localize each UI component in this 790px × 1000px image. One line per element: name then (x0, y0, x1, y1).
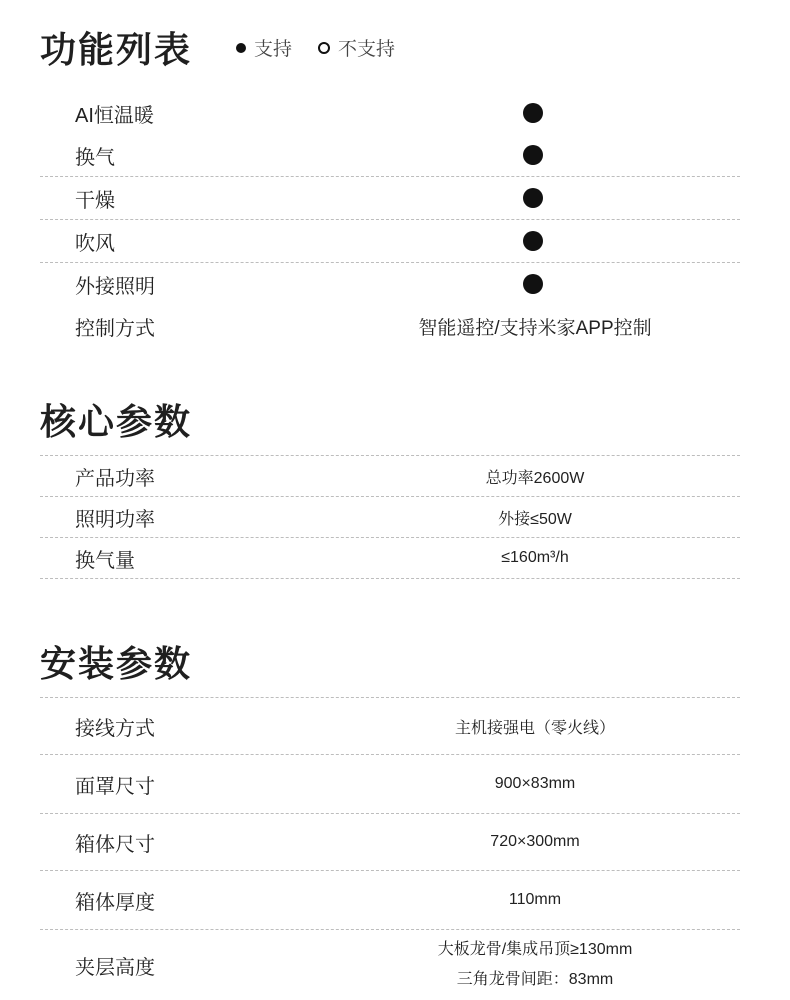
feature-row (40, 220, 740, 263)
param-label: 箱体厚度 (75, 891, 155, 914)
param-value: ≤160m³/h (501, 549, 569, 566)
param-value-multiline (250, 935, 790, 995)
control-value: 智能遥控/支持米家APP控制 (418, 317, 652, 339)
param-label: 产品功率 (75, 467, 155, 490)
filled-dot-icon (236, 43, 246, 53)
control-label: 控制方式 (75, 317, 155, 340)
param-value-line1: 大板龙骨/集成吊顶≥130mm (437, 941, 633, 958)
table-row (40, 871, 740, 930)
table-row (40, 697, 740, 755)
table-row (40, 930, 740, 1000)
supported-dot-icon (523, 274, 543, 294)
table-row (40, 814, 740, 871)
param-label: 照明功率 (75, 508, 155, 531)
param-value: 主机接强电（零火线） (454, 719, 615, 737)
core-title: 核心参数 (40, 401, 193, 442)
feature-label: 外接照明 (75, 275, 155, 298)
param-label: 箱体尺寸 (75, 833, 155, 856)
supported-dot-icon (523, 103, 543, 123)
feature-label: 换气 (75, 146, 115, 169)
features-title: 功能列表 (40, 29, 193, 70)
feature-row (40, 134, 740, 177)
legend-unsupported-label: 不支持 (338, 39, 396, 60)
param-value: 900×83mm (494, 775, 576, 792)
install-table (40, 697, 740, 1000)
supported-dot-icon (523, 145, 543, 165)
control-row (40, 305, 740, 347)
table-row (40, 538, 740, 579)
table-row (40, 455, 740, 497)
core-table (40, 455, 740, 579)
table-row (40, 497, 740, 538)
legend (236, 34, 395, 61)
param-label: 接线方式 (75, 717, 155, 740)
features-table (40, 92, 740, 347)
supported-dot-icon (523, 188, 543, 208)
table-row (40, 755, 740, 814)
param-label: 夹层高度 (75, 956, 155, 979)
param-value: 总功率2600W (485, 469, 585, 487)
feature-label: 干燥 (75, 189, 115, 212)
supported-dot-icon (523, 231, 543, 251)
param-label: 面罩尺寸 (75, 775, 155, 798)
feature-row (40, 177, 740, 220)
feature-row (40, 92, 740, 134)
feature-label: AI恒温暖 (75, 104, 154, 127)
param-value: 720×300mm (490, 833, 580, 850)
param-value-line2: 三角龙骨间距：83mm (456, 971, 614, 988)
feature-label: 吹风 (75, 232, 115, 255)
param-label: 换气量 (75, 549, 135, 572)
feature-row (40, 263, 740, 305)
param-value: 110mm (508, 891, 562, 908)
install-title: 安装参数 (40, 643, 193, 684)
legend-supported-label: 支持 (254, 39, 293, 60)
hollow-dot-icon (318, 42, 330, 54)
param-value: 外接≤50W (498, 510, 572, 528)
